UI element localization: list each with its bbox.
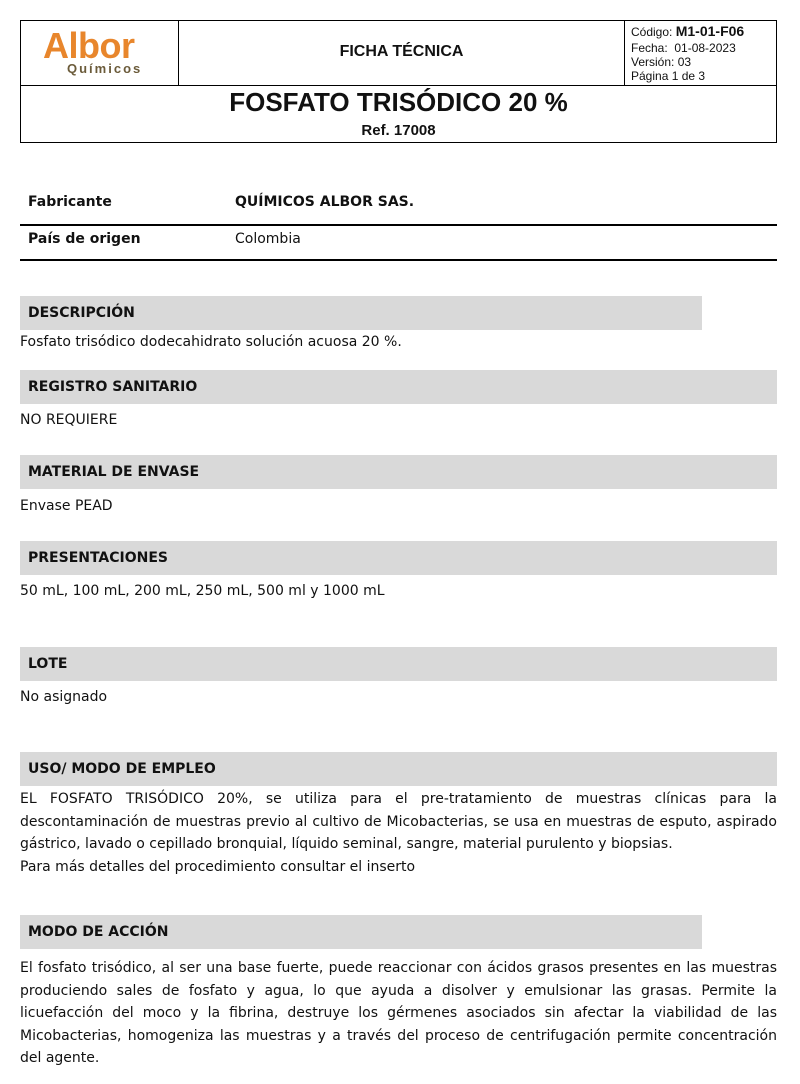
lote-text: No asignado bbox=[20, 689, 108, 705]
logo-subtitle: Químicos bbox=[67, 61, 143, 76]
section-heading-uso: USO/ MODO DE EMPLEO bbox=[20, 752, 777, 786]
pais-label: País de origen bbox=[28, 231, 141, 247]
presentaciones-text: 50 mL, 100 mL, 200 mL, 250 mL, 500 ml y 1000 mL bbox=[20, 583, 385, 599]
table-rule bbox=[20, 259, 777, 261]
product-title: FOSFATO TRISÓDICO 20 % bbox=[229, 87, 568, 117]
fecha-label: Fecha: bbox=[631, 41, 668, 55]
registro-text: NO REQUIERE bbox=[20, 412, 118, 428]
header-divider bbox=[624, 21, 625, 85]
codigo-value: M1-01-F06 bbox=[675, 23, 745, 39]
table-rule bbox=[20, 224, 777, 226]
meta-version bbox=[631, 55, 691, 69]
uso-paragraph: Para más detalles del procedimiento consultar el inserto bbox=[20, 858, 416, 875]
meta-codigo bbox=[631, 24, 744, 39]
uso-paragraph: EL FOSFATO TRISÓDICO 20%, se utiliza para el pre-tratamiento de muestras clínicas para la descontaminación de muestras previo al cultivo de Micobacterias, se usa en muestras de esputo, aspirado gástrico, lavado o cepillado bronquial, líquido seminal, sangre, material purulento y biopsias. bbox=[20, 791, 777, 852]
meta-pagina: Página 1 de 3 bbox=[631, 69, 706, 83]
descripcion-text: Fosfato trisódico dodecahidrato solución acuosa 20 %. bbox=[20, 334, 402, 350]
document-header bbox=[20, 20, 777, 143]
uso-text bbox=[20, 788, 777, 878]
section-heading-descripcion: DESCRIPCIÓN bbox=[20, 296, 702, 330]
fabricante-label: Fabricante bbox=[28, 194, 112, 210]
accion-text: El fosfato trisódico, al ser una base fuerte, puede reaccionar con ácidos grasos presentes en las muestras produciendo sales de fosfato y agua, lo que ayuda a disolver y emulsionar las grasas. Permite la licuefacción del moco y la fibrina, destruye los gérmenes asociados sin afectar la viabilidad de las Micobacterias, homogeniza las muestras y a través del proceso de centrifugación permite concentración del agente. bbox=[20, 960, 777, 1066]
fecha-value: 01-08-2023 bbox=[674, 41, 736, 55]
form-title: FICHA TÉCNICA bbox=[339, 43, 464, 60]
codigo-label: Código: bbox=[631, 25, 673, 39]
pais-value: Colombia bbox=[235, 231, 301, 247]
product-reference: Ref. 17008 bbox=[361, 122, 436, 139]
section-heading-lote: LOTE bbox=[20, 647, 777, 681]
section-heading-accion: MODO DE ACCIÓN bbox=[20, 915, 702, 949]
version-label: Versión: bbox=[631, 55, 675, 69]
fabricante-value: QUÍMICOS ALBOR SAS. bbox=[235, 194, 415, 210]
section-heading-presentaciones: PRESENTACIONES bbox=[20, 541, 777, 575]
section-heading-registro: REGISTRO SANITARIO bbox=[20, 370, 777, 404]
version-value: 03 bbox=[677, 55, 692, 69]
material-text: Envase PEAD bbox=[20, 498, 113, 514]
header-divider bbox=[21, 85, 776, 86]
logo-wordmark: Albor bbox=[43, 25, 135, 66]
section-heading-material: MATERIAL DE ENVASE bbox=[20, 455, 777, 489]
meta-fecha bbox=[631, 41, 736, 55]
